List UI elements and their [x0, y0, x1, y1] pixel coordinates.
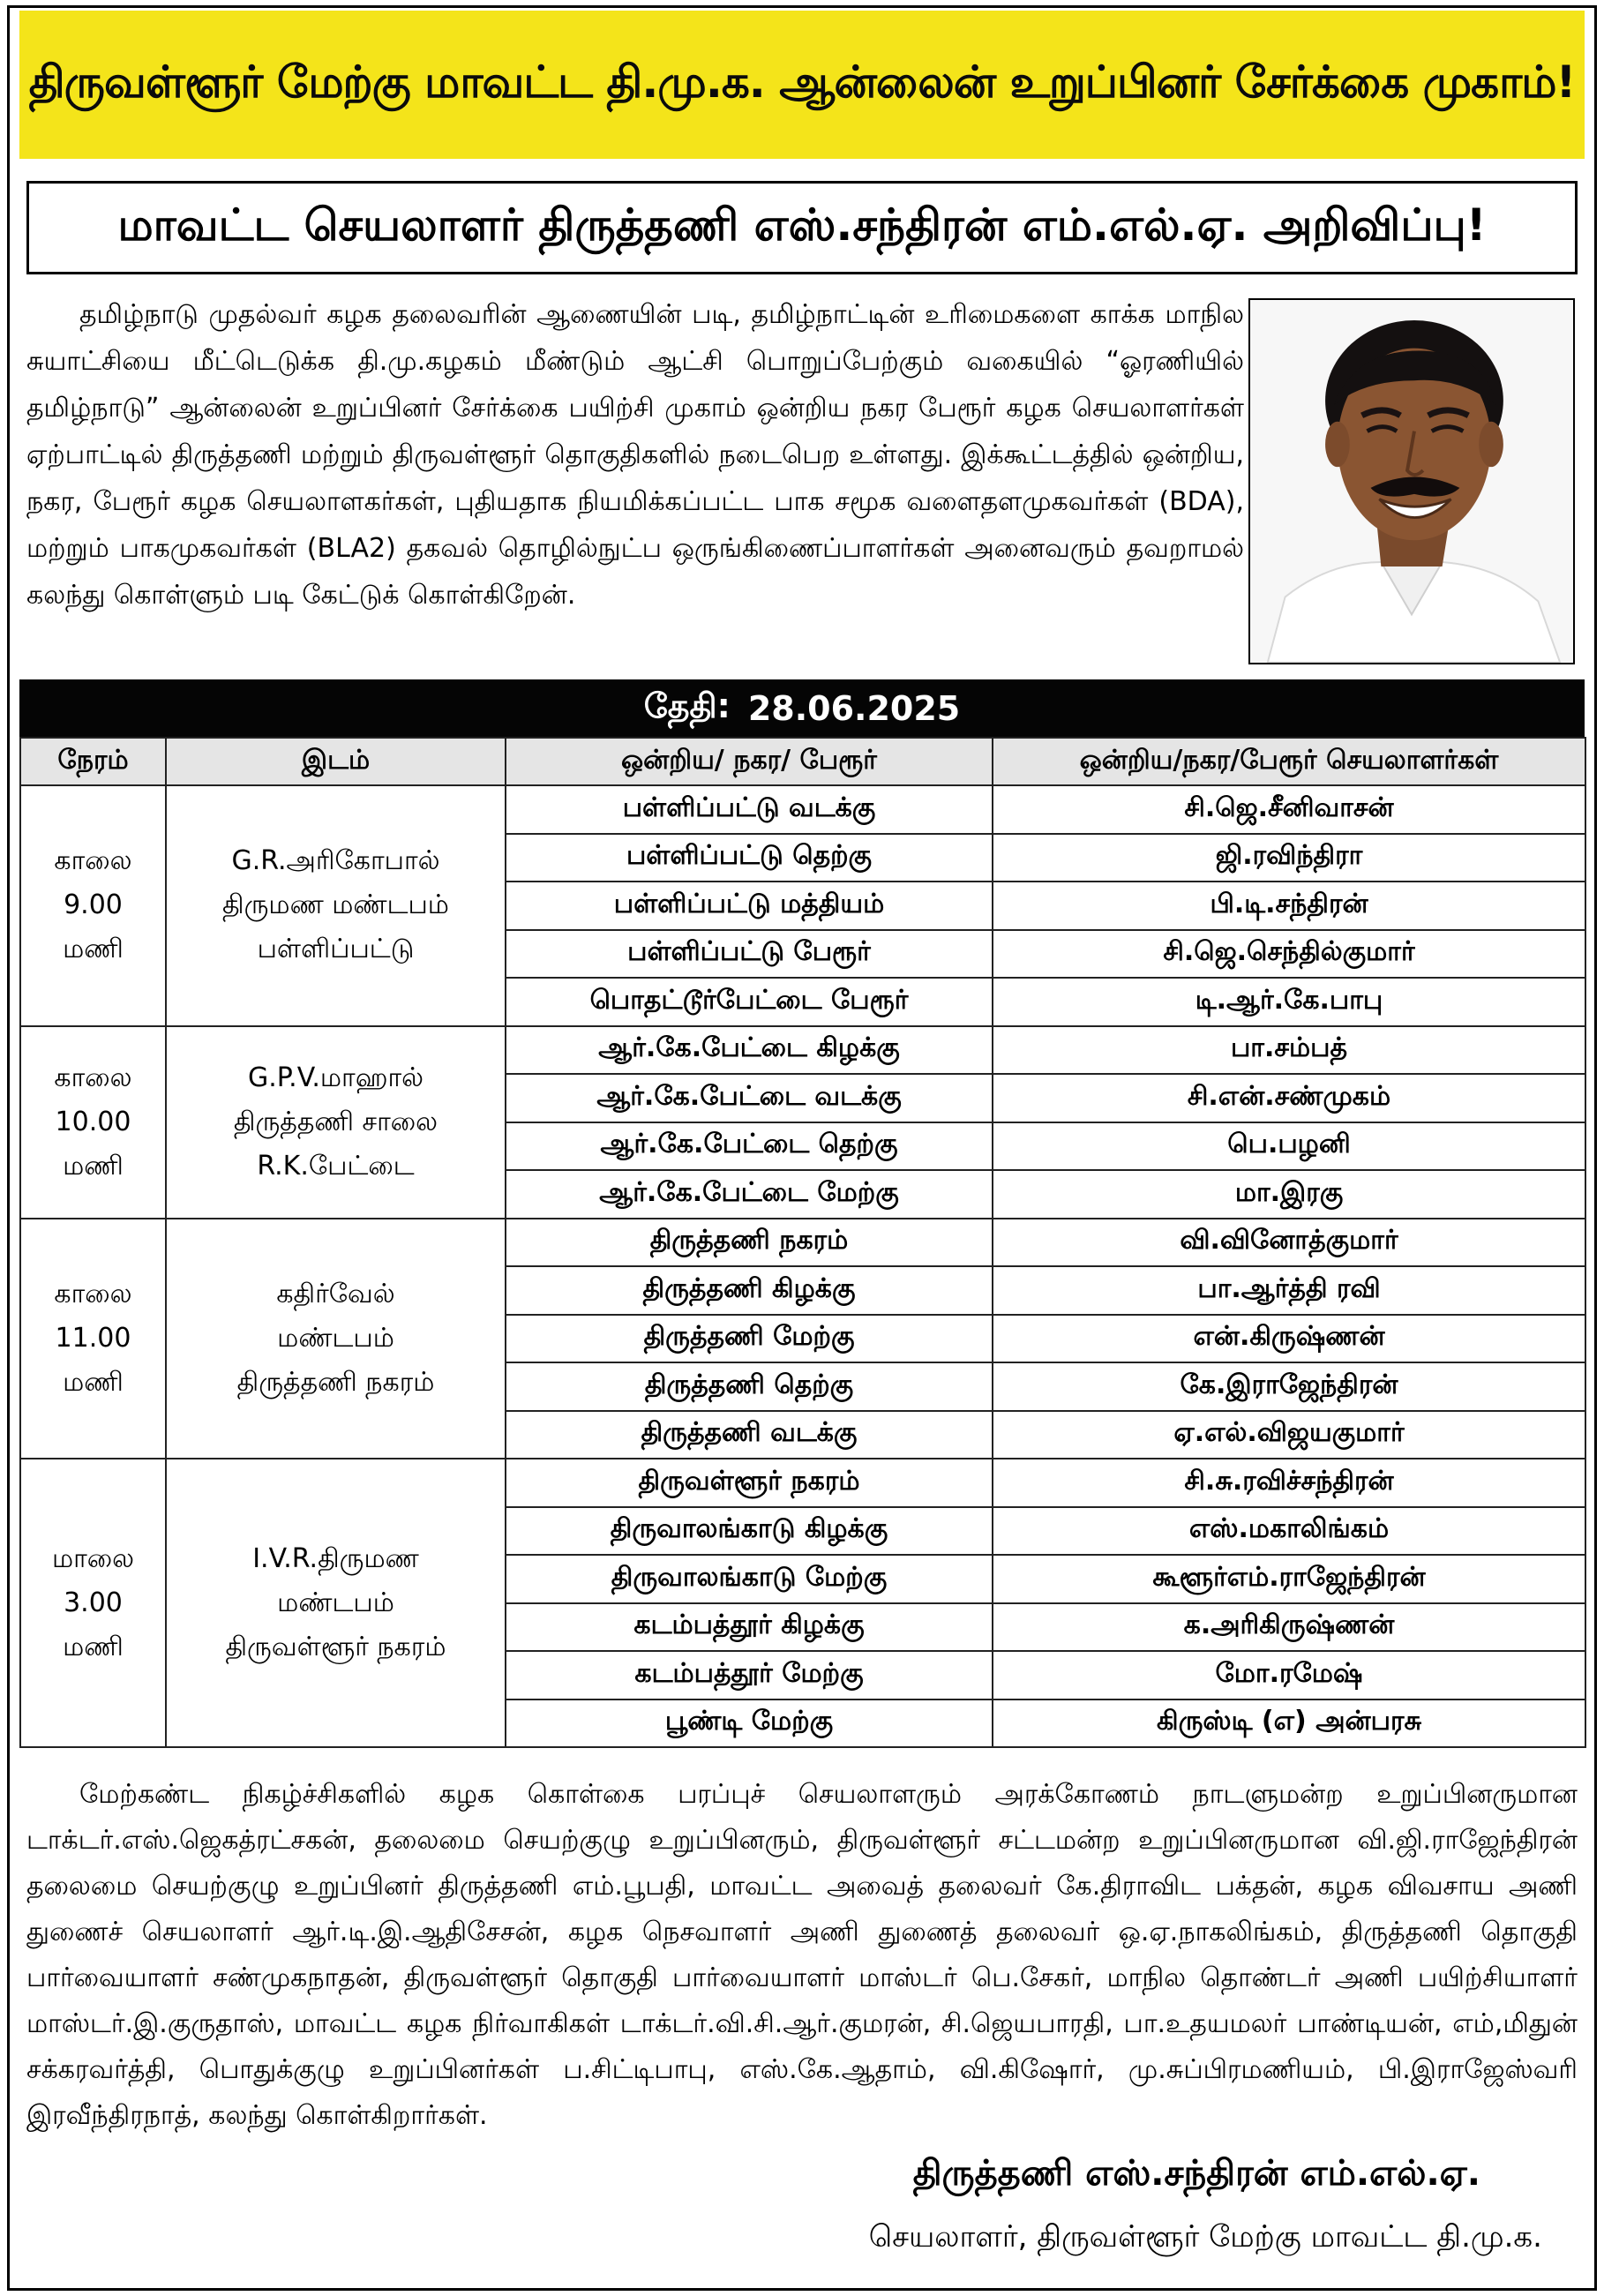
- venue-cell: [166, 785, 506, 1026]
- unit-cell: ஆர்.கே.பேட்டை தெற்கு: [506, 1122, 993, 1171]
- venue-line: திருத்தணி சாலை: [233, 1106, 438, 1137]
- venue-line: கதிர்வேல்: [276, 1278, 395, 1309]
- secretary-cell: கூளூர்எம்.ராஜேந்திரன்: [993, 1555, 1585, 1603]
- unit-cell: ஆர்.கே.பேட்டை வடக்கு: [506, 1074, 993, 1122]
- time-line: 9.00: [64, 889, 123, 921]
- unit-cell: பள்ளிப்பட்டு வடக்கு: [506, 785, 993, 834]
- portrait-image: [1250, 300, 1573, 663]
- venue-line: திருத்தணி நகரம்: [236, 1366, 435, 1398]
- unit-cell: பொதட்டூர்பேட்டை பேரூர்: [506, 978, 993, 1026]
- time-cell: [20, 1026, 166, 1219]
- secretary-cell: என்.கிருஷ்ணன்: [993, 1315, 1585, 1363]
- unit-cell: திருவாலங்காடு கிழக்கு: [506, 1507, 993, 1556]
- unit-cell: திருவள்ளூர் நகரம்: [506, 1459, 993, 1507]
- secretary-cell: பி.டி.சந்திரன்: [993, 882, 1585, 930]
- signature-role: செயலாளர், திருவள்ளூர் மேற்கு மாவட்ட தி.மு.க.: [868, 2219, 1542, 2255]
- header-unit: ஒன்றிய/ நகர/ பேரூர்: [506, 738, 993, 785]
- secretary-cell: கிருஸ்டி (எ) அன்பரசு: [993, 1699, 1585, 1748]
- date-bar: [19, 679, 1585, 737]
- header-secretaries: ஒன்றிய/நகர/பேரூர் செயலாளர்கள்: [993, 738, 1585, 785]
- secretary-cell: ஜி.ரவிந்திரா: [993, 834, 1585, 882]
- venue-cell: [166, 1026, 506, 1219]
- time-line: மாலை: [51, 1542, 135, 1574]
- time-line: 10.00: [55, 1106, 131, 1137]
- date-label: தேதி:: [643, 686, 731, 725]
- venue-line: மண்டபம்: [277, 1587, 394, 1618]
- time-line: 11.00: [55, 1322, 131, 1354]
- schedule-body: [20, 785, 1585, 1747]
- table-row: [20, 1459, 1585, 1507]
- unit-cell: திருத்தணி கிழக்கு: [506, 1266, 993, 1315]
- secretary-photo: [1248, 298, 1575, 664]
- venue-line: G.R.அரிகோபால்: [231, 845, 440, 877]
- venue-cell: [166, 1459, 506, 1747]
- secretary-cell: பெ.பழனி: [993, 1122, 1585, 1171]
- venue-line: I.V.R.திருமண: [252, 1542, 419, 1574]
- time-cell: [20, 785, 166, 1026]
- schedule-table: [19, 737, 1586, 1748]
- secretary-cell: மா.இரகு: [993, 1170, 1585, 1219]
- secretary-cell: மோ.ரமேஷ்: [993, 1651, 1585, 1699]
- unit-cell: திருத்தணி மேற்கு: [506, 1315, 993, 1363]
- date-value: 28.06.2025: [747, 688, 961, 728]
- unit-cell: திருத்தணி வடக்கு: [506, 1411, 993, 1459]
- time-line: மணி: [63, 1366, 124, 1398]
- time-line: 3.00: [64, 1587, 123, 1618]
- unit-cell: பள்ளிப்பட்டு பேரூர்: [506, 930, 993, 979]
- secretary-cell: க.அரிகிருஷ்ணன்: [993, 1603, 1585, 1652]
- sub-title: மாவட்ட செயலாளர் திருத்தணி எஸ்.சந்திரன் எம்.எல்.ஏ. அறிவிப்பு!: [26, 181, 1578, 274]
- secretary-cell: பா.ஆர்த்தி ரவி: [993, 1266, 1585, 1315]
- time-line: மணி: [63, 1631, 124, 1662]
- table-row: [20, 1026, 1585, 1075]
- unit-cell: பூண்டி மேற்கு: [506, 1699, 993, 1748]
- time-cell: [20, 1219, 166, 1459]
- signature-name: திருத்தணி எஸ்.சந்திரன் எம்.எல்.ஏ.: [912, 2153, 1480, 2194]
- secretary-cell: கே.இராஜேந்திரன்: [993, 1362, 1585, 1411]
- unit-cell: பள்ளிப்பட்டு மத்தியம்: [506, 882, 993, 930]
- unit-cell: திருவாலங்காடு மேற்கு: [506, 1555, 993, 1603]
- time-line: காலை: [54, 1278, 132, 1309]
- secretary-cell: எஸ்.மகாலிங்கம்: [993, 1507, 1585, 1556]
- venue-line: G.P.V.மாஹால்: [247, 1062, 424, 1093]
- time-line: காலை: [54, 845, 132, 877]
- venue-cell: [166, 1219, 506, 1459]
- time-line: மணி: [63, 934, 124, 965]
- secretary-cell: டி.ஆர்.கே.பாபு: [993, 978, 1585, 1026]
- secretary-cell: சி.ஜெ.சீனிவாசன்: [993, 785, 1585, 834]
- table-header-row: [20, 738, 1585, 785]
- unit-cell: ஆர்.கே.பேட்டை கிழக்கு: [506, 1026, 993, 1075]
- secretary-cell: வி.வினோத்குமார்: [993, 1219, 1585, 1267]
- venue-line: திருமண மண்டபம்: [222, 889, 449, 921]
- time-line: மணி: [63, 1150, 124, 1182]
- venue-line: R.K.பேட்டை: [257, 1150, 415, 1182]
- table-row: [20, 1219, 1585, 1267]
- unit-cell: கடம்பத்தூர் கிழக்கு: [506, 1603, 993, 1652]
- venue-line: திருவள்ளூர் நகரம்: [225, 1631, 446, 1662]
- table-row: [20, 785, 1585, 834]
- secretary-cell: பா.சம்பத்: [993, 1026, 1585, 1075]
- venue-line: மண்டபம்: [277, 1322, 394, 1354]
- unit-cell: ஆர்.கே.பேட்டை மேற்கு: [506, 1170, 993, 1219]
- main-title: திருவள்ளூர் மேற்கு மாவட்ட தி.மு.க. ஆன்லைன் உறுப்பினர் சேர்க்கை முகாம்!: [19, 11, 1585, 159]
- header-time: நேரம்: [20, 738, 166, 785]
- closing-paragraph: மேற்கண்ட நிகழ்ச்சிகளில் கழக கொள்கை பரப்புச் செயலாளரும் அரக்கோணம் நாடளுமன்ற உறுப்பினருமான டாக்டர்.எஸ்.ஜெகத்ரட்சகன், தலைமை செயற்குழு உறுப்பினரும், திருவள்ளூர் சட்டமன்ற உறுப்பினருமான வி.ஜி.ராஜேந்திரன் தலைமை செயற்குழு உறுப்பினர் திருத்தணி எம்.பூபதி, மாவட்ட அவைத் தலைவர் கே.திராவிட பக்தன், கழக விவசாய அணி துணைச் செயலாளர் ஆர்.டி.இ.ஆதிசேசன், கழக நெசவாளர் அணி துணைத் தலைவர் ஒ.ஏ.நாகலிங்கம், திருத்தணி தொகுதி பார்வையாளர் சண்முகநாதன், திருவள்ளூர் தொகுதி பார்வையாளர் மாஸ்டர் பெ.சேகர், மாநில தொண்டர் அணி பயிற்சியாளர் மாஸ்டர்.இ.குருதாஸ், மாவட்ட கழக நிர்வாகிகள் டாக்டர்.வி.சி.ஆர்.குமரன், சி.ஜெயபாரதி, பா.உதயமலர் பாண்டியன், எம்,மிதுன் சக்கரவர்த்தி, பொதுக்குழு உறுப்பினர்கள் ப.சிட்டிபாபு, எஸ்.கே.ஆதாம், வி.கிஷோர், மு.சுப்பிரமணியம், பி.இராஜேஸ்வரி இரவீந்திரநாத், கலந்து கொள்கிறார்கள்.: [26, 1779, 1578, 2131]
- secretary-cell: ஏ.எல்.விஜயகுமார்: [993, 1411, 1585, 1459]
- header-venue: இடம்: [166, 738, 506, 785]
- secretary-cell: சி.என்.சண்முகம்: [993, 1074, 1585, 1122]
- intro-paragraph: தமிழ்நாடு முதல்வர் கழக தலைவரின் ஆணையின் படி, தமிழ்நாட்டின் உரிமைகளை காக்க மாநில சுயாட்சியை மீட்டெடுக்க தி.மு.கழகம் மீண்டும் ஆட்சி பொறுப்பேற்கும் வகையில் “ஓரணியில் தமிழ்நாடு” ஆன்லைன் உறுப்பினர் சேர்க்கை பயிற்சி முகாம் ஒன்றிய நகர பேரூர் கழக செயலாளர்கள் ஏற்பாட்டில் திருத்தணி மற்றும் திருவள்ளூர் தொகுதிகளில் நடைபெற உள்ளது. இக்கூட்டத்தில் ஒன்றிய, நகர, பேரூர் கழக செயலாளகர்கள், புதியதாக நியமிக்கப்பட்ட பாக சமூக வளைதளமுகவர்கள் (BDA), மற்றும் பாகமுகவர்கள் (BLA2) தகவல் தொழில்நுட்ப ஒருங்கிணைப்பாளர்கள் அனைவரும் தவறாமல் கலந்து கொள்ளும் படி கேட்டுக் கொள்கிறேன்.: [26, 299, 1244, 611]
- unit-cell: பள்ளிப்பட்டு தெற்கு: [506, 834, 993, 882]
- unit-cell: கடம்பத்தூர் மேற்கு: [506, 1651, 993, 1699]
- unit-cell: திருத்தணி தெற்கு: [506, 1362, 993, 1411]
- time-cell: [20, 1459, 166, 1747]
- venue-line: பள்ளிப்பட்டு: [257, 934, 415, 965]
- secretary-cell: சி.சு.ரவிச்சந்திரன்: [993, 1459, 1585, 1507]
- unit-cell: திருத்தணி நகரம்: [506, 1219, 993, 1267]
- secretary-cell: சி.ஜெ.செந்தில்குமார்: [993, 930, 1585, 979]
- time-line: காலை: [54, 1062, 132, 1093]
